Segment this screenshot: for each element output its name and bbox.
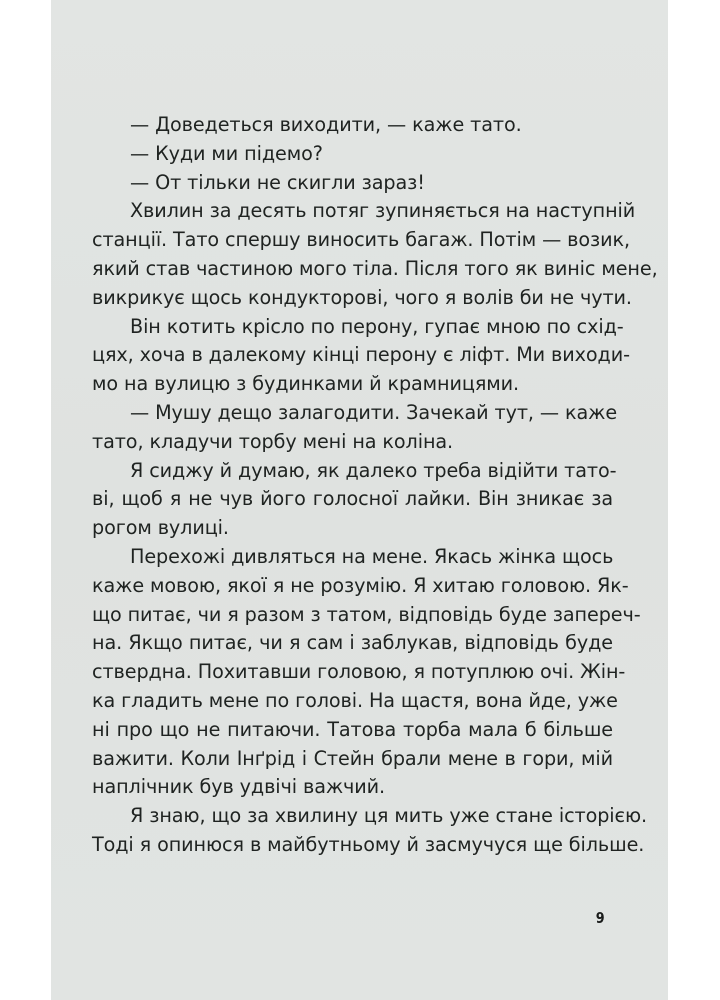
page-number: 9 bbox=[595, 909, 605, 927]
text-line: — Доведеться виходити, — каже тато. bbox=[130, 113, 522, 136]
text-line: тато, кладучи торбу мені на коліна. bbox=[92, 429, 454, 453]
text-line: ві, щоб я не чув його голосної лайки. Він зникає за bbox=[92, 487, 613, 511]
text-line: Тоді я опинюся в майбутньому й засмучуся ще більше. bbox=[92, 832, 645, 856]
text-line: який став частиною мого тіла. Після того як виніс мене, bbox=[92, 256, 658, 280]
text-line: — Мушу дещо залагодити. Зачекай тут, — каже bbox=[130, 400, 618, 424]
text-line: ствердна. Похитавши головою, я потуплюю очі. Жін- bbox=[92, 660, 626, 684]
body-text bbox=[92, 111, 658, 860]
text-line: Я знаю, що за хвилину ця мить уже стане історією. bbox=[130, 804, 648, 828]
text-line: — Куди ми підемо? bbox=[130, 141, 323, 165]
text-line: Хвилин за десять потяг зупиняється на наступній bbox=[130, 199, 636, 223]
text-line: Перехожі дивляться на мене. Якась жінка щось bbox=[130, 544, 614, 568]
text-line: на. Якщо питає, чи я сам і заблукав, відповідь буде bbox=[92, 631, 613, 655]
book-page bbox=[51, 0, 668, 1000]
text-line: ка гладить мене по голові. На щастя, вона йде, уже bbox=[92, 688, 618, 712]
text-line: Я сиджу й думаю, як далеко треба відійти тато- bbox=[130, 458, 617, 482]
text-line: викрикує щось кондукторові, чого я волів би не чути. bbox=[92, 285, 632, 309]
text-line: рогом вулиці. bbox=[92, 516, 229, 540]
text-line: що питає, чи я разом з татом, відповідь буде запереч- bbox=[92, 602, 641, 626]
text-line: наплічник був удвічі важчий. bbox=[92, 775, 386, 799]
text-line: цях, хоча в далекому кінці перону є ліфт. Ми виходи- bbox=[92, 343, 630, 367]
text-line: Він котить крісло по перону, гупає мною по схід- bbox=[130, 314, 624, 338]
text-line: мо на вулицю з будинками й крамницями. bbox=[92, 372, 520, 396]
text-line: станції. Тато спершу виносить багаж. Потім — возик, bbox=[92, 228, 630, 252]
text-line: каже мовою, якої я не розумію. Я хитаю головою. Як- bbox=[92, 573, 629, 597]
text-line: — От тільки не скигли зараз! bbox=[130, 170, 425, 194]
text-line: ні про що не питаючи. Татова торба мала б більше bbox=[92, 717, 613, 741]
text-line: важити. Коли Інґрід і Стейн брали мене в гори, мій bbox=[92, 746, 613, 770]
